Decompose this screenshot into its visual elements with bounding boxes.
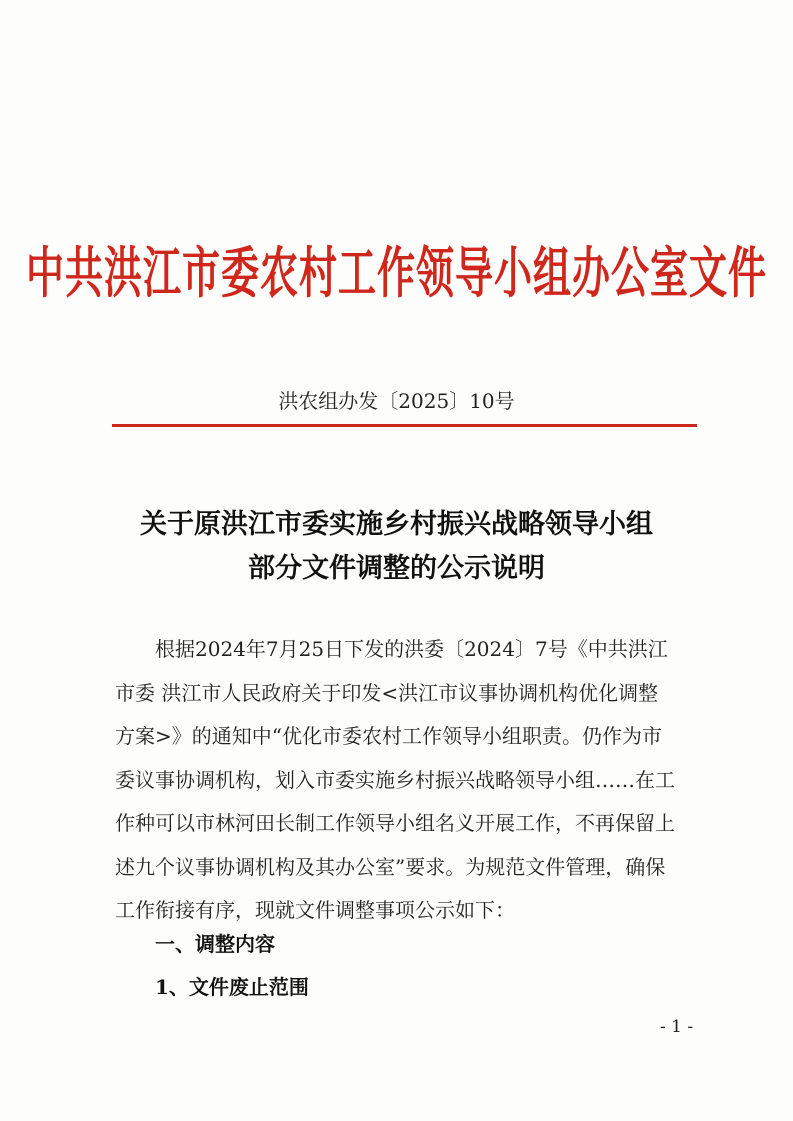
issuing-authority-title: 中共洪江市委农村工作领导小组办公室文件 xyxy=(25,239,767,305)
document-title xyxy=(0,503,793,591)
document-title-line-2: 部分文件调整的公示说明 xyxy=(248,553,545,584)
body-line-2: 市委 洪江市人民政府关于印发<洪江市议事协调机构优化调整 xyxy=(115,680,659,705)
red-divider-line xyxy=(112,424,697,427)
document-number: 洪农组办发〔2025〕10号 xyxy=(278,389,515,413)
body-line-5: 作种可以市林河田长制工作领导小组名义开展工作，不再保留上 xyxy=(115,811,675,835)
body-line-1: 根据2024年7月25日下发的洪委〔2024〕7号《中共洪江 xyxy=(155,637,668,661)
page-number: - 1 - xyxy=(660,1017,694,1037)
body-line-4: 委议事协调机构，划入市委实施乡村振兴战略领导小组……在工 xyxy=(115,767,675,792)
body-line-7: 工作衔接有序，现就文件调整事项公示如下： xyxy=(115,898,515,922)
body-line-3: 方案>》的通知中“优化市委农村工作领导小组职责。仍作为市 xyxy=(115,724,662,748)
body-paragraph xyxy=(115,628,700,933)
section-heading-adjustment: 一、调整内容 xyxy=(155,932,275,956)
document-title-line-1: 关于原洪江市委实施乡村振兴战略领导小组 xyxy=(140,509,653,540)
body-line-6: 述九个议事协调机构及其办公室”要求。为规范文件管理，确保 xyxy=(115,854,666,879)
subsection-heading-repeal-scope: 1、文件废止范围 xyxy=(155,975,309,999)
